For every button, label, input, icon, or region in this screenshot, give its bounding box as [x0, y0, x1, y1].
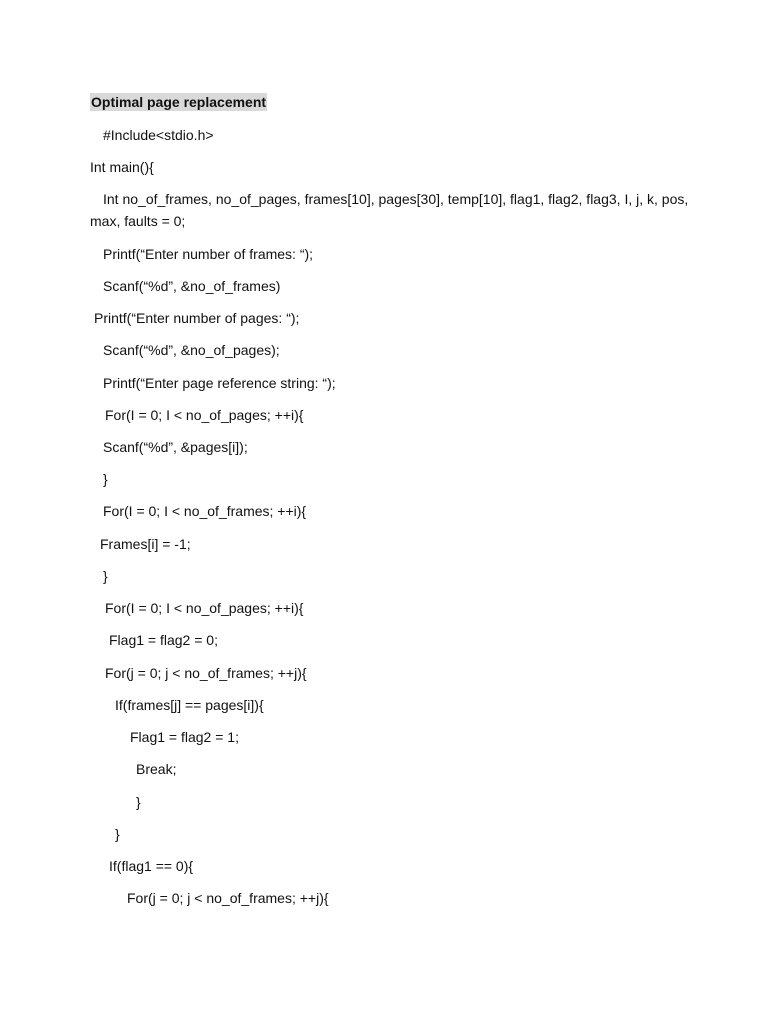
code-line-close-brace: } [103, 568, 108, 584]
code-line-for-frames-empty: For(j = 0; j < no_of_frames; ++j){ [127, 890, 329, 906]
code-line-printf-frames: Printf(“Enter number of frames: “); [103, 246, 314, 262]
code-line-if-hit: If(frames[j] == pages[i]){ [115, 697, 264, 713]
code-line-for-frames-check: For(j = 0; j < no_of_frames; ++j){ [105, 665, 307, 681]
code-line-printf-reference: Printf(“Enter page reference string: “); [103, 375, 336, 391]
code-line-declarations: Int no_of_frames, no_of_pages, frames[10], pages[30], temp[10], flag1, flag2, flag3, I, j, k, pos, max, faults = 0; [90, 191, 689, 229]
code-line-close-brace: } [136, 794, 141, 810]
document-title: Optimal page replacement [91, 94, 267, 110]
code-line-close-brace: } [103, 471, 108, 487]
code-line-flag-set: Flag1 = flag2 = 1; [130, 729, 239, 745]
code-line-frames-init: Frames[i] = -1; [100, 536, 191, 552]
code-line-close-brace: } [115, 826, 120, 842]
code-line-scanf-page-item: Scanf(“%d”, &pages[i]); [103, 439, 248, 455]
code-line-scanf-pages: Scanf(“%d”, &no_of_pages); [103, 342, 280, 358]
code-line-printf-pages: Printf(“Enter number of pages: “); [94, 310, 300, 326]
code-line-flag-reset: Flag1 = flag2 = 0; [109, 632, 218, 648]
code-line-scanf-frames: Scanf(“%d”, &no_of_frames) [103, 278, 281, 294]
code-line-main: Int main(){ [90, 159, 154, 175]
code-line-break: Break; [136, 761, 177, 777]
code-line-include: #Include<stdio.h> [103, 127, 214, 143]
code-line-for-frames-init: For(I = 0; I < no_of_frames; ++i){ [103, 503, 307, 519]
code-line-if-flag1: If(flag1 == 0){ [109, 858, 194, 874]
code-line-for-pages-main: For(I = 0; I < no_of_pages; ++i){ [105, 600, 304, 616]
code-line-for-pages-read: For(I = 0; I < no_of_pages; ++i){ [105, 407, 304, 423]
